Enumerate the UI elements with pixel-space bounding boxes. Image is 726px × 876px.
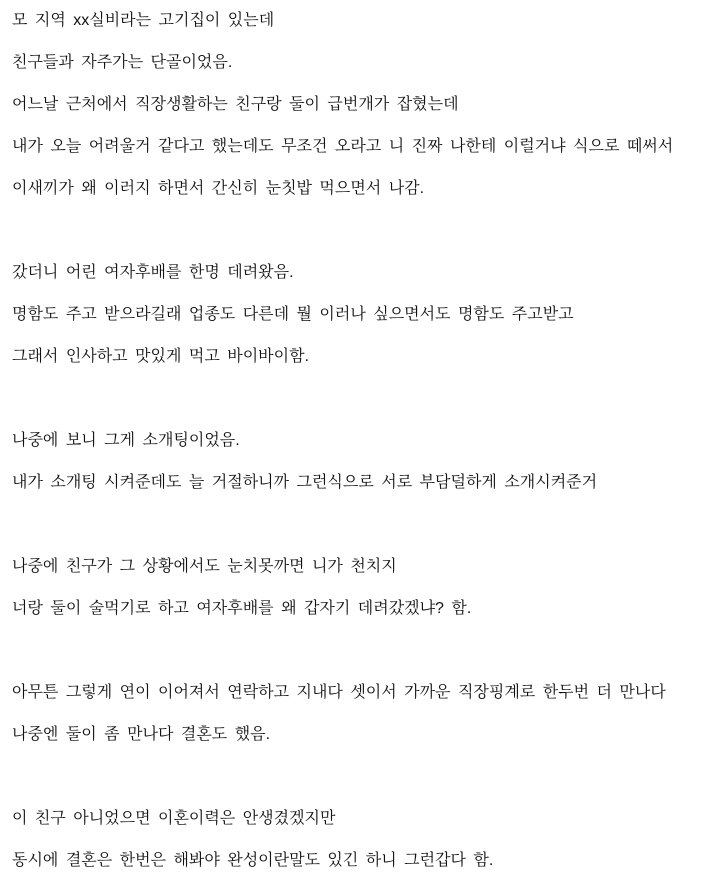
text-line: 친구들과 자주가는 단골이었음. — [12, 54, 233, 71]
text-line: 동시에 결혼은 한번은 해봐야 완성이란말도 있긴 하니 그런갑다 함. — [12, 852, 494, 869]
text-line: 모 지역 xx실비라는 고기집이 있는데 — [12, 12, 275, 29]
text-line: 내가 오늘 어려울거 같다고 했는데도 무조건 오라고 니 진짜 나한테 이럴거냐 식으로 떼써서 — [12, 138, 674, 155]
text-line: 아무튼 그렇게 연이 이어져서 연락하고 지내다 셋이서 가까운 직장핑계로 한두번 더 만나다 — [12, 684, 666, 701]
paragraph — [12, 0, 716, 210]
text-line: 그래서 인사하고 맛있게 먹고 바이바이함. — [12, 348, 309, 365]
text-line: 어느날 근처에서 직장생활하는 친구랑 둘이 급번개가 잡혔는데 — [12, 96, 459, 113]
text-line: 이 친구 아니었으면 이혼이력은 안생겼겠지만 — [12, 810, 336, 827]
text-line: 내가 소개팅 시켜준데도 늘 거절하니까 그런식으로 서로 부담덜하게 소개시켜준거 — [12, 474, 598, 491]
paragraph — [12, 546, 716, 630]
text-line: 갔더니 어린 여자후배를 한명 데려왔음. — [12, 264, 294, 281]
text-line: 나중에 보니 그게 소개팅이었음. — [12, 432, 240, 449]
paragraph — [12, 672, 716, 756]
paragraph — [12, 798, 716, 876]
paragraph — [12, 252, 716, 378]
text-line: 나중엔 둘이 좀 만나다 결혼도 했음. — [12, 726, 271, 743]
text-line: 명함도 주고 받으라길래 업종도 다른데 뭘 이러나 싶으면서도 명함도 주고받고 — [12, 306, 574, 323]
text-line: 너랑 둘이 술먹기로 하고 여자후배를 왜 갑자기 데려갔겠냐? 함. — [12, 600, 472, 617]
text-line: 이새끼가 왜 이러지 하면서 간신히 눈칫밥 먹으면서 나감. — [12, 180, 425, 197]
paragraph — [12, 420, 716, 504]
text-line: 나중에 친구가 그 상황에서도 눈치못까면 니가 천치지 — [12, 558, 397, 575]
